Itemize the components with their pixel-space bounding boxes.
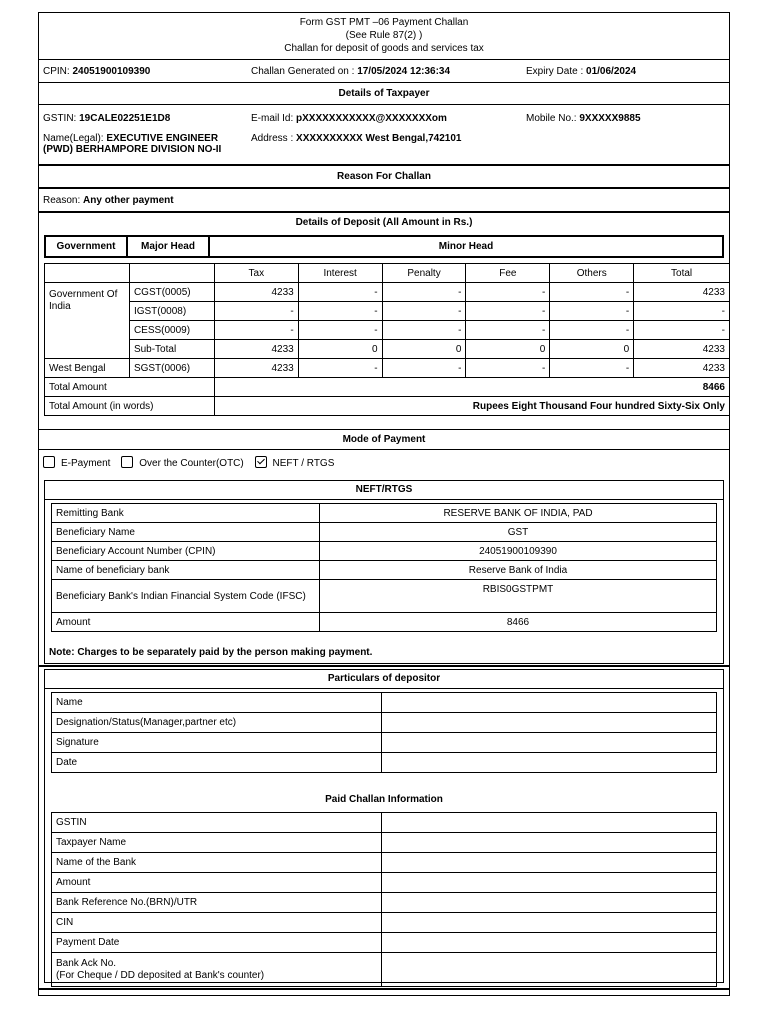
deposit-table	[44, 263, 730, 416]
address: Address : XXXXXXXXXX West Bengal,742101	[251, 133, 462, 144]
col-tax: Tax	[214, 264, 298, 283]
neft-note: Note: Charges to be separately paid by the person making payment.	[49, 647, 373, 658]
divider	[39, 988, 729, 990]
total-row	[45, 378, 730, 397]
table-row: Beneficiary Account Number (CPIN) 24051900109390	[52, 542, 717, 561]
table-row: Signature	[52, 733, 717, 753]
row-head: Sub-Total	[129, 340, 214, 359]
depositor-name-field[interactable]	[382, 693, 717, 713]
table-row: Name of the Bank	[52, 853, 717, 873]
neft-table	[51, 503, 717, 632]
total-value: 8466	[214, 378, 729, 397]
option-e-payment[interactable]: E-Payment	[43, 458, 110, 469]
depositor-section-title: Particulars of depositor	[45, 670, 723, 689]
table-row: Payment Date	[52, 933, 717, 953]
divider	[39, 665, 729, 667]
challan-page	[38, 12, 730, 996]
paid-bank-field[interactable]	[382, 853, 717, 873]
mobile: Mobile No.: 9XXXXX9885	[526, 113, 641, 124]
table-row: Beneficiary Bank's Indian Financial System Code (IFSC) RBIS0GSTPMT	[52, 580, 717, 613]
col-others: Others	[550, 264, 634, 283]
taxpayer-details	[39, 105, 729, 165]
table-row: Amount 8466	[52, 613, 717, 632]
depositor-box	[44, 669, 724, 983]
paid-cin-field[interactable]	[382, 913, 717, 933]
email: E-mail Id: pXXXXXXXXXXX@XXXXXXXom	[251, 113, 447, 124]
cpin-row	[39, 60, 729, 83]
table-row: IGST(0008) - - - - - -	[45, 302, 730, 321]
reason-section-title: Reason For Challan	[39, 165, 729, 189]
paid-amount-field[interactable]	[382, 873, 717, 893]
paid-taxpayer-field[interactable]	[382, 833, 717, 853]
words-label: Total Amount (in words)	[45, 397, 215, 416]
paid-section-title: Paid Challan Information	[325, 794, 443, 805]
head-government: Government	[45, 236, 127, 257]
row-head: IGST(0008)	[129, 302, 214, 321]
checkbox-checked-icon[interactable]	[255, 456, 267, 468]
table-row: Taxpayer Name	[52, 833, 717, 853]
legal-name: Name(Legal): EXECUTIVE ENGINEER (PWD) BERHAMPORE DIVISION NO-II	[43, 133, 222, 155]
table-row: Amount	[52, 873, 717, 893]
gov-india-label: Government Of India	[45, 283, 130, 359]
table-row: CESS(0009) - - - - - -	[45, 321, 730, 340]
row-head: SGST(0006)	[129, 359, 214, 378]
table-row: Remitting Bank RESERVE BANK OF INDIA, PAD	[52, 504, 717, 523]
table-row: Government Of India CGST(0005) 4233 - - - - 4233	[45, 283, 730, 302]
depositor-signature-field[interactable]	[382, 733, 717, 753]
form-rule: (See Rule 87(2) )	[345, 30, 423, 41]
table-row: Name	[52, 693, 717, 713]
col-fee: Fee	[466, 264, 550, 283]
paid-brn-field[interactable]	[382, 893, 717, 913]
words-value: Rupees Eight Thousand Four hundred Sixty-Six Only	[214, 397, 729, 416]
table-row: West Bengal SGST(0006) 4233 - - - - 4233	[45, 359, 730, 378]
taxpayer-section-title: Details of Taxpayer	[39, 83, 729, 105]
paid-gstin-field[interactable]	[382, 813, 717, 833]
depositor-date-field[interactable]	[382, 753, 717, 773]
depositor-designation-field[interactable]	[382, 713, 717, 733]
neft-box	[44, 480, 724, 664]
deposit-header-row	[45, 264, 730, 283]
paid-table	[51, 812, 717, 987]
table-row: Designation/Status(Manager,partner etc)	[52, 713, 717, 733]
form-header	[39, 13, 729, 60]
paid-date-field[interactable]	[382, 933, 717, 953]
table-row: Beneficiary Name GST	[52, 523, 717, 542]
head-minor: Minor Head	[209, 236, 723, 257]
col-penalty: Penalty	[382, 264, 466, 283]
option-neft-rtgs[interactable]: NEFT / RTGS	[255, 458, 335, 469]
table-row: Date	[52, 753, 717, 773]
ack-line2: (For Cheque / DD deposited at Bank's counter)	[56, 969, 265, 981]
table-row: Name of beneficiary bank Reserve Bank of India	[52, 561, 717, 580]
depositor-table	[51, 692, 717, 773]
checkbox-icon[interactable]	[43, 456, 55, 468]
table-row: Sub-Total 4233 0 0 0 0 4233	[45, 340, 730, 359]
col-total: Total	[634, 264, 730, 283]
table-row: GSTIN	[52, 813, 717, 833]
reason-row	[39, 189, 729, 213]
paid-ack-field[interactable]	[382, 953, 717, 987]
table-row: CIN	[52, 913, 717, 933]
deposit-section-title: Details of Deposit (All Amount in Rs.)	[295, 217, 473, 228]
words-row	[45, 397, 730, 416]
table-row	[52, 953, 717, 987]
row-head: CGST(0005)	[129, 283, 214, 302]
ack-line1: Bank Ack No.	[56, 957, 117, 969]
option-otc[interactable]: Over the Counter(OTC)	[121, 458, 243, 469]
col-interest: Interest	[298, 264, 382, 283]
mode-options	[39, 450, 729, 474]
total-label: Total Amount	[45, 378, 215, 397]
gstin: GSTIN: 19CALE02251E1D8	[43, 113, 171, 124]
reason: Reason: Any other payment	[43, 195, 174, 206]
generated-on: Challan Generated on : 17/05/2024 12:36:34	[251, 66, 451, 77]
row-head: CESS(0009)	[129, 321, 214, 340]
expiry-date: Expiry Date : 01/06/2024	[526, 66, 637, 77]
mode-section-title: Mode of Payment	[39, 429, 729, 450]
wb-label: West Bengal	[45, 359, 130, 378]
form-title: Form GST PMT –06 Payment Challan	[299, 17, 469, 28]
deposit-head-table	[44, 235, 724, 258]
table-row: Bank Reference No.(BRN)/UTR	[52, 893, 717, 913]
head-major: Major Head	[127, 236, 209, 257]
cpin: CPIN: 24051900109390	[43, 66, 151, 77]
neft-section-title: NEFT/RTGS	[45, 481, 723, 500]
form-subtitle: Challan for deposit of goods and services tax	[284, 43, 484, 54]
checkbox-icon[interactable]	[121, 456, 133, 468]
